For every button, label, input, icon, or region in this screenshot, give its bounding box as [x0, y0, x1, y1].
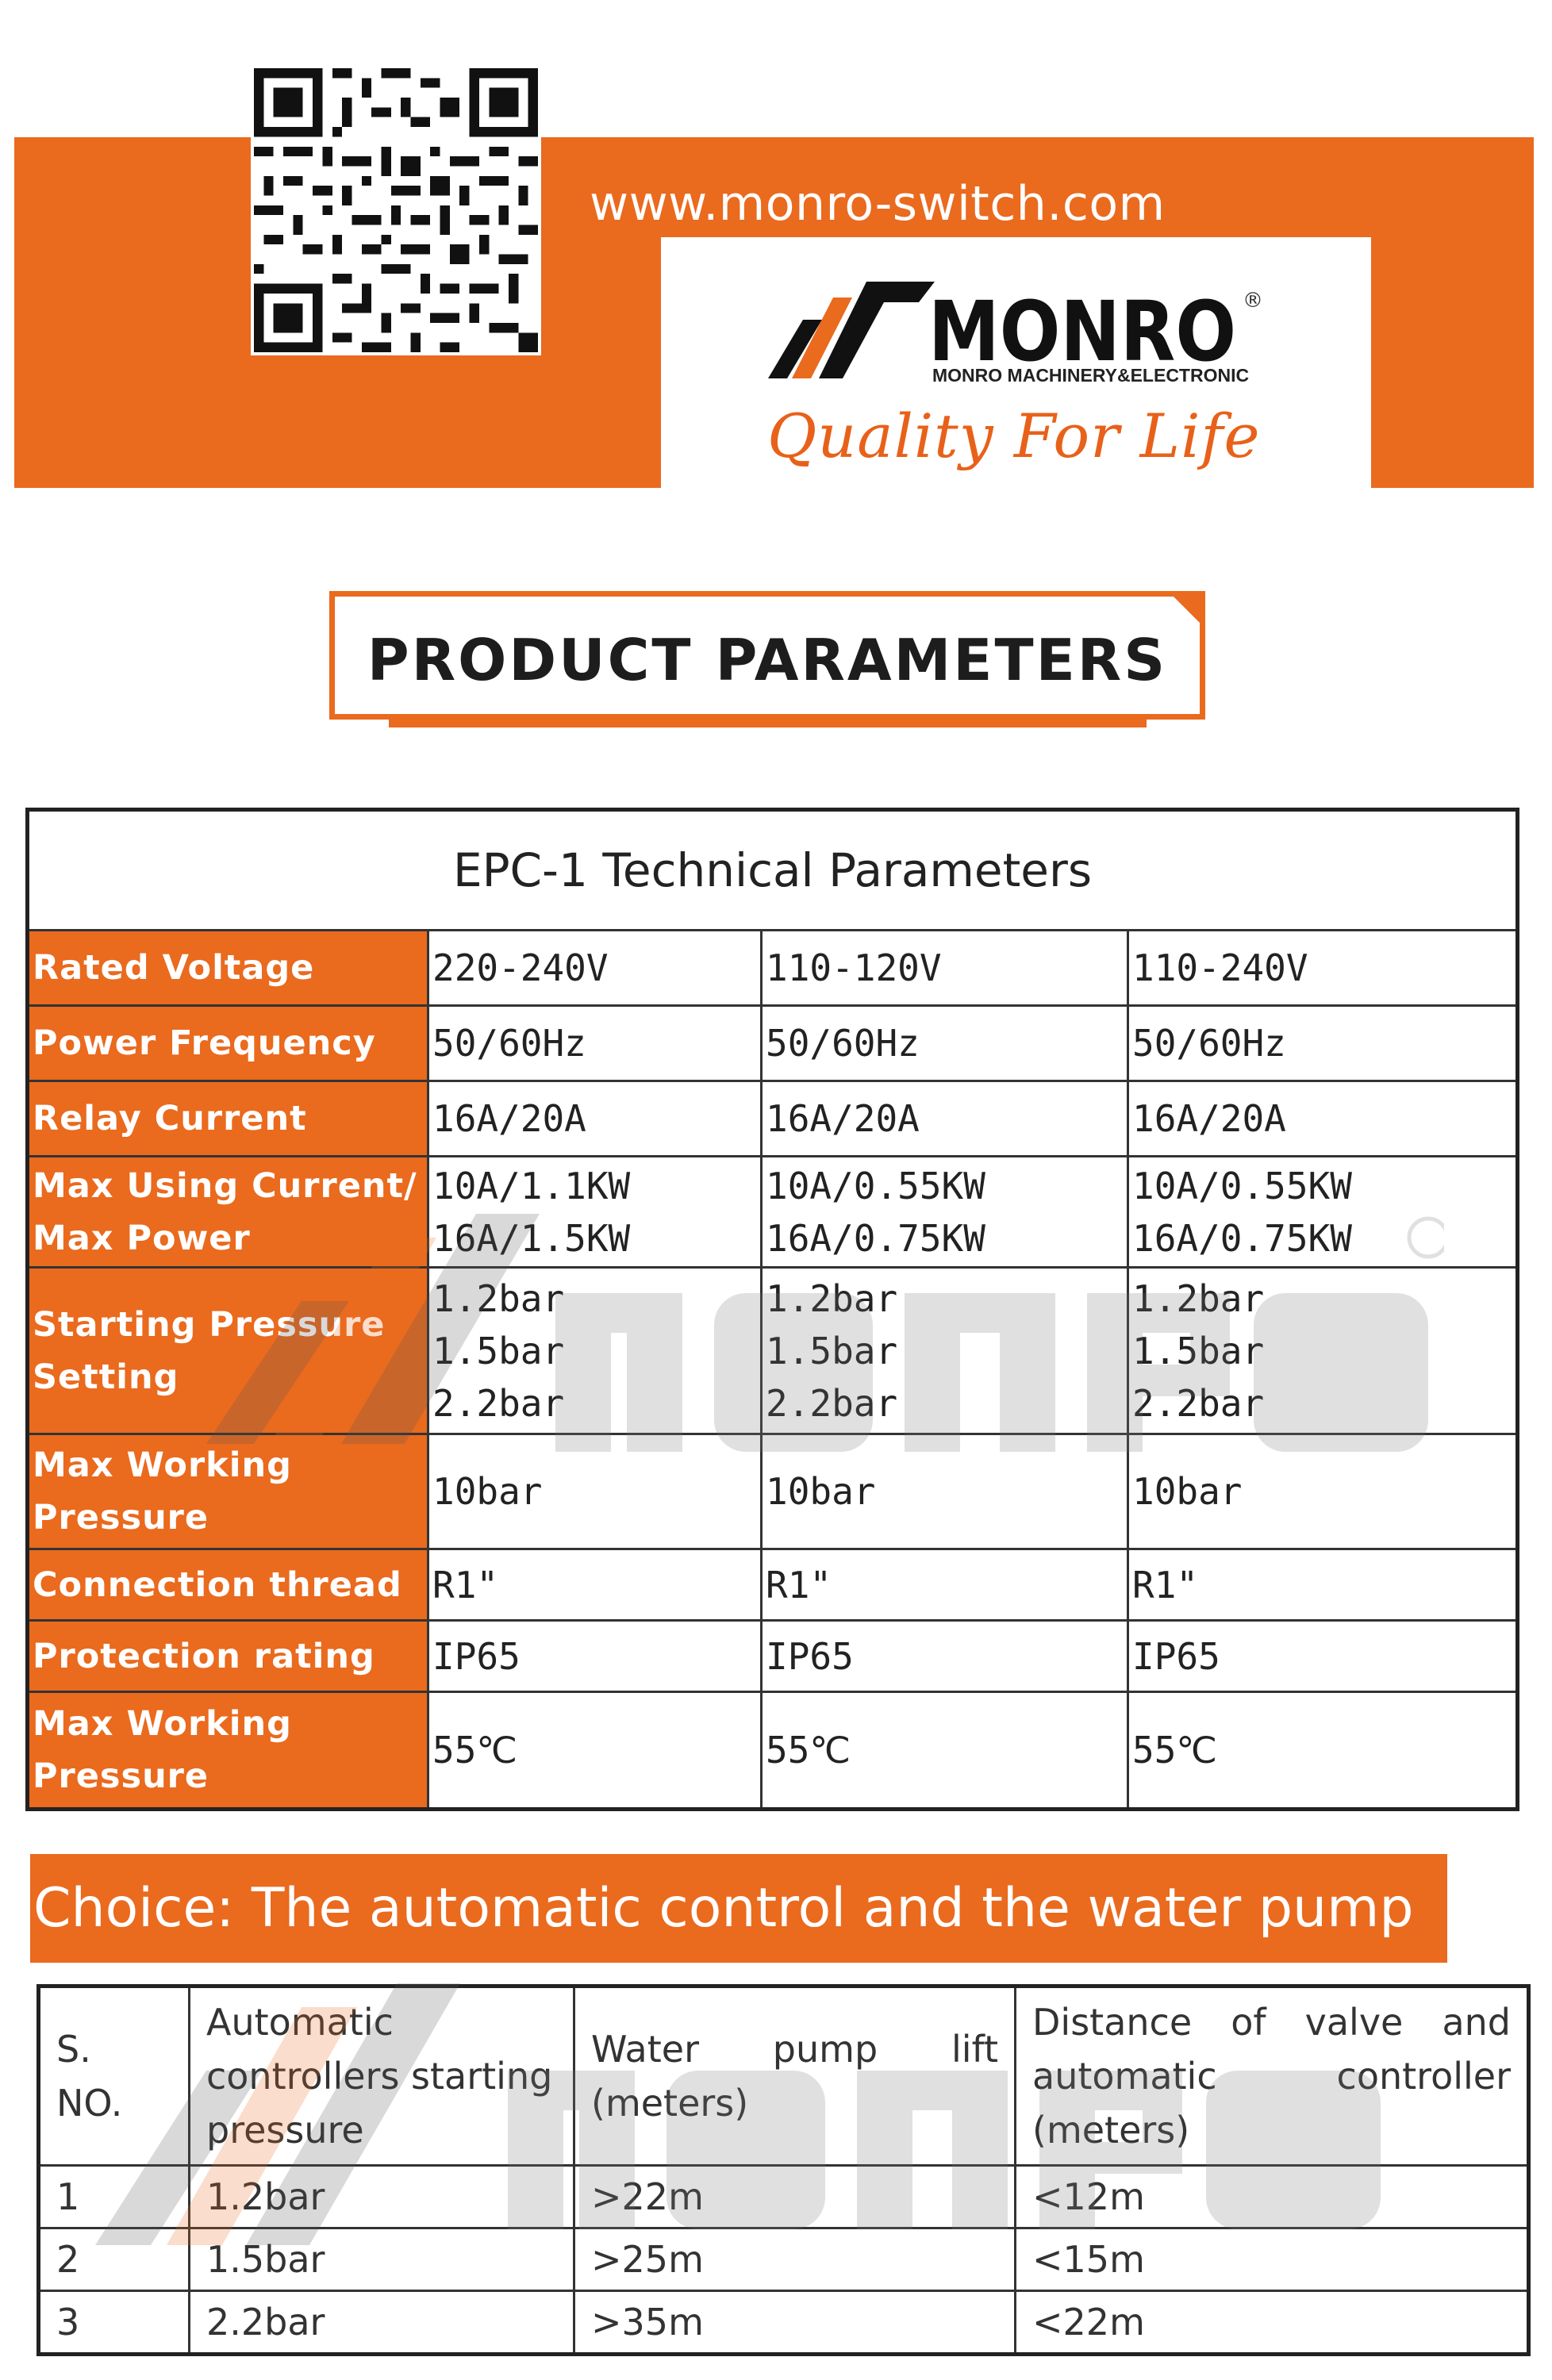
tech-cell-value: 16A/0.75KW — [1132, 1216, 1352, 1260]
choice-header-line: automatic controller — [1032, 2055, 1511, 2098]
section-heading: PRODUCT PARAMETERS — [367, 627, 1168, 693]
tech-cell-value: R1" — [432, 1563, 499, 1606]
tech-cell-value: 1.5bar — [432, 1329, 565, 1372]
tech-table-title: EPC-1 Technical Parameters — [28, 810, 1518, 931]
tech-row-label-line: Relay Current — [33, 1099, 307, 1138]
tech-parameters-table — [25, 808, 1519, 1811]
tech-cell-value: 2.2bar — [766, 1381, 898, 1425]
tech-row — [28, 1692, 1518, 1810]
tech-cell — [762, 931, 1128, 1006]
choice-cell: >35m — [574, 2291, 1016, 2355]
tech-row-label-line: Power Frequency — [33, 1023, 376, 1063]
tech-cell-value: IP65 — [766, 1634, 854, 1678]
choice-cell: >22m — [574, 2166, 1016, 2228]
tech-row-label-line: Connection thread — [33, 1564, 402, 1605]
tech-cell-value: 16A/20A — [432, 1097, 586, 1140]
tech-cell-value: 10bar — [432, 1470, 543, 1513]
tech-cell-value: R1" — [1132, 1563, 1199, 1606]
choice-cell: <15m — [1016, 2228, 1529, 2291]
tech-cell-value: 16A/1.5KW — [432, 1216, 631, 1260]
tech-cell-value: 16A/20A — [1132, 1097, 1286, 1140]
tech-cell-value: 10A/1.1KW — [432, 1164, 631, 1207]
tech-cell — [762, 1268, 1128, 1434]
tech-cell — [428, 1081, 762, 1157]
choice-header-cell — [39, 1987, 190, 2166]
tech-cell — [762, 1434, 1128, 1549]
brand-wordmark — [928, 292, 1238, 371]
tech-cell — [1128, 1081, 1518, 1157]
tech-cell-value: 50/60Hz — [1132, 1022, 1286, 1065]
choice-header-line: (meters) — [1032, 2109, 1190, 2152]
tech-cell-value: 1.2bar — [1132, 1276, 1265, 1320]
tech-row-label — [28, 1549, 428, 1621]
choice-header-line: Water pump lift — [591, 2028, 998, 2071]
tech-cell — [1128, 1157, 1518, 1268]
tech-cell — [428, 931, 762, 1006]
choice-cell: >25m — [574, 2228, 1016, 2291]
tech-cell — [762, 1157, 1128, 1268]
choice-header-cell — [574, 1987, 1016, 2166]
tech-row — [28, 931, 1518, 1006]
slogan: Quality For Life — [767, 401, 1261, 471]
tech-cell-value: 110-240V — [1132, 946, 1308, 989]
tech-cell-value: 10A/0.55KW — [766, 1164, 985, 1207]
heading-underline — [389, 720, 1147, 727]
choice-table — [36, 1984, 1531, 2356]
tech-cell-value: 55℃ — [766, 1729, 851, 1772]
section-heading-box — [329, 591, 1205, 720]
choice-cell: 1.5bar — [190, 2228, 574, 2291]
tech-cell — [1128, 1692, 1518, 1810]
monro-logo-icon — [768, 274, 935, 385]
tech-row — [28, 1268, 1518, 1434]
tech-row-label-line: Setting — [33, 1357, 179, 1397]
choice-header-line: Automatic — [206, 2001, 394, 2044]
tech-row-label-line: Pressure — [33, 1498, 209, 1537]
tech-cell-value: 1.5bar — [766, 1329, 898, 1372]
choice-row — [39, 2291, 1529, 2355]
tech-row — [28, 1434, 1518, 1549]
tech-cell — [1128, 1621, 1518, 1692]
choice-header-line: Distance of valve and — [1032, 2001, 1511, 2044]
tech-row-label-line: Pressure — [33, 1756, 209, 1796]
tech-row-label — [28, 1081, 428, 1157]
choice-header-line: pressure — [206, 2109, 364, 2152]
tech-row-label — [28, 1434, 428, 1549]
tech-row-label — [28, 1006, 428, 1081]
brand-name: MONRO — [928, 292, 1236, 371]
choice-header-cell — [190, 1987, 574, 2166]
tech-cell-value: 10A/0.55KW — [1132, 1164, 1352, 1207]
tech-cell — [428, 1006, 762, 1081]
tech-cell — [762, 1621, 1128, 1692]
tech-cell-value: IP65 — [1132, 1634, 1220, 1678]
tech-row-label-line: Starting Pressure — [33, 1304, 386, 1345]
tech-cell-value: 110-120V — [766, 946, 942, 989]
tech-row-label-line: Max Power — [33, 1218, 251, 1258]
tech-cell-value: 16A/0.75KW — [766, 1216, 985, 1260]
tech-cell — [428, 1157, 762, 1268]
tech-row-label-line: Max Working — [33, 1704, 292, 1744]
tech-row-label-line: Protection rating — [33, 1636, 375, 1676]
choice-header-line: NO. — [56, 2082, 123, 2125]
tech-cell — [428, 1434, 762, 1549]
choice-header-line: (meters) — [591, 2082, 749, 2125]
tech-cell-value: 16A/20A — [766, 1097, 920, 1140]
tech-row-label — [28, 1621, 428, 1692]
tech-cell-value: 2.2bar — [432, 1381, 565, 1425]
tech-cell-value: 10bar — [766, 1470, 876, 1513]
choice-cell: 1.2bar — [190, 2166, 574, 2228]
tech-row-label — [28, 1268, 428, 1434]
tech-cell-value: 2.2bar — [1132, 1381, 1265, 1425]
tech-cell — [762, 1549, 1128, 1621]
tech-row-label — [28, 931, 428, 1006]
tech-cell — [1128, 1268, 1518, 1434]
choice-row — [39, 2166, 1529, 2228]
choice-cell: <12m — [1016, 2166, 1529, 2228]
tech-cell — [428, 1268, 762, 1434]
tech-cell-value: 1.2bar — [432, 1276, 565, 1320]
choice-cell: 3 — [39, 2291, 190, 2355]
tech-cell — [428, 1621, 762, 1692]
tech-cell-value: 50/60Hz — [766, 1022, 920, 1065]
qr-code-icon — [251, 65, 541, 355]
tech-row-label — [28, 1157, 428, 1268]
tech-cell-value: 1.2bar — [766, 1276, 898, 1320]
tech-cell-value: 10bar — [1132, 1470, 1243, 1513]
tech-row-label-line: Max Working — [33, 1445, 292, 1485]
tech-cell — [1128, 1549, 1518, 1621]
tech-row — [28, 1081, 1518, 1157]
tech-cell — [1128, 931, 1518, 1006]
registered-mark: ® — [1243, 289, 1263, 313]
tech-title-row — [28, 810, 1518, 931]
choice-banner: Choice: The automatic control and the water pump — [30, 1854, 1447, 1963]
tech-row-label-line: Max Using Current/ — [33, 1165, 417, 1206]
choice-header-line: controllers starting — [206, 2055, 553, 2098]
heading-corner-accent — [1168, 591, 1205, 628]
tech-cell — [1128, 1006, 1518, 1081]
choice-cell: 2 — [39, 2228, 190, 2291]
tech-cell-value: 55℃ — [1132, 1729, 1218, 1772]
tech-cell — [1128, 1434, 1518, 1549]
choice-row — [39, 2228, 1529, 2291]
choice-cell: 1 — [39, 2166, 190, 2228]
tech-cell-value: R1" — [766, 1563, 832, 1606]
choice-header-line: S. — [56, 2028, 91, 2071]
tech-cell — [428, 1549, 762, 1621]
tech-cell-value: IP65 — [432, 1634, 521, 1678]
tech-cell — [428, 1692, 762, 1810]
tech-cell — [762, 1692, 1128, 1810]
tech-row — [28, 1157, 1518, 1268]
choice-header-row — [39, 1987, 1529, 2166]
tech-row — [28, 1621, 1518, 1692]
tech-cell-value: 50/60Hz — [432, 1022, 586, 1065]
tech-cell — [762, 1006, 1128, 1081]
choice-header-cell — [1016, 1987, 1529, 2166]
choice-cell: 2.2bar — [190, 2291, 574, 2355]
tech-cell-value: 220-240V — [432, 946, 609, 989]
choice-cell: <22m — [1016, 2291, 1529, 2355]
tech-cell-value: 55℃ — [432, 1729, 518, 1772]
tech-row-label-line: Rated Voltage — [33, 948, 315, 988]
brand-subtitle: MONRO MACHINERY&ELECTRONIC — [932, 365, 1250, 386]
tech-row-label — [28, 1692, 428, 1810]
website-url: www.monro-switch.com — [590, 176, 1166, 232]
tech-row — [28, 1006, 1518, 1081]
tech-row — [28, 1549, 1518, 1621]
tech-cell-value: 1.5bar — [1132, 1329, 1265, 1372]
tech-cell — [762, 1081, 1128, 1157]
